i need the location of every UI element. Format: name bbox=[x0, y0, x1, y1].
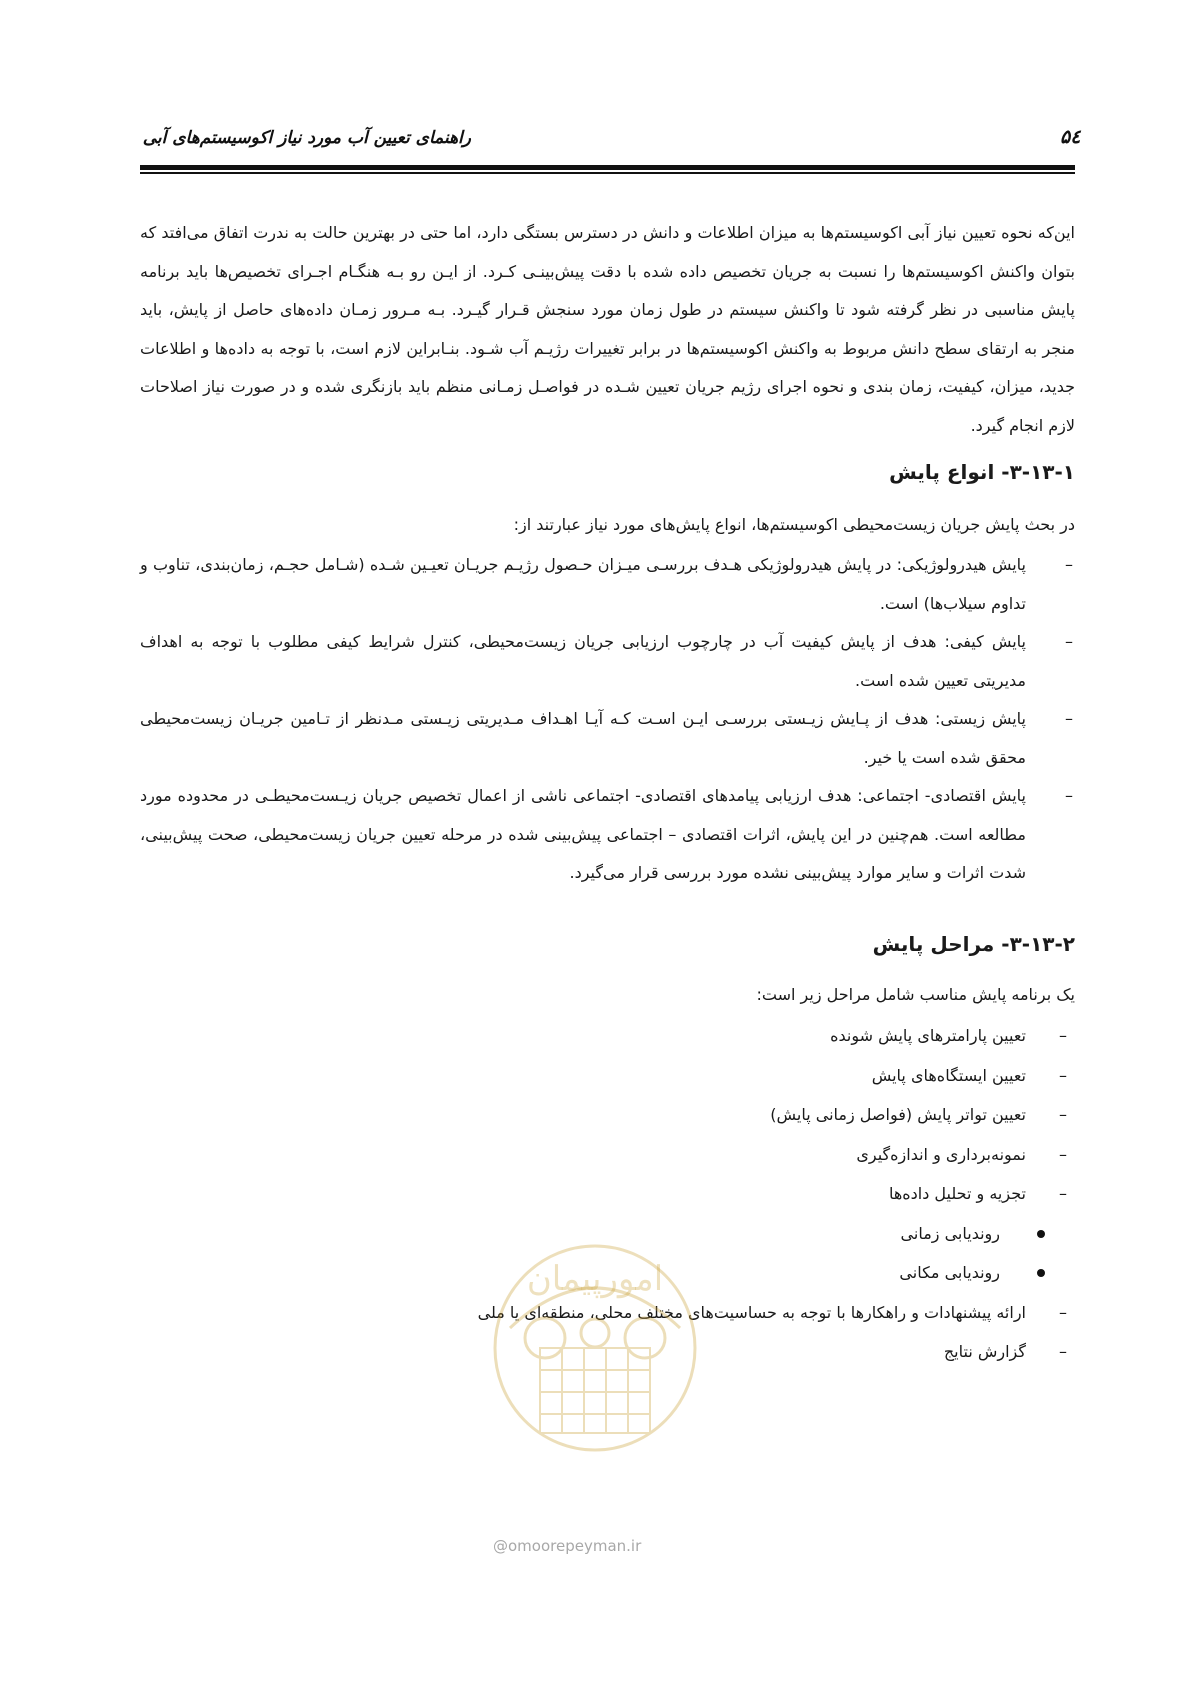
list-item: – پایش زیستی: هدف از پـایش زیـستی بررسـی ایـن اسـت کـه آیـا اهـداف مـدیریتی زیـستی مـدنظر از تـامین جریـان زیست‌محیطی محقق شده است یا خیر. bbox=[140, 700, 1075, 777]
watermark-brand-text: امورپیمان bbox=[526, 1259, 664, 1299]
page-number: ۵٤ bbox=[1060, 126, 1081, 148]
dash-bullet: – bbox=[1059, 1302, 1067, 1322]
section-heading-monitoring-types: ۳-۱۳-۱- انواع پایش bbox=[889, 460, 1075, 484]
list-item: – گزارش نتایج bbox=[175, 1332, 1075, 1372]
watermark-logo bbox=[470, 1228, 720, 1508]
dash-bullet: – bbox=[1059, 1342, 1067, 1361]
dash-bullet: – bbox=[1059, 1184, 1067, 1203]
watermark-url: @omoorepeyman.ir bbox=[493, 1537, 642, 1555]
section-intro-monitoring-steps: یک برنامه پایش مناسب شامل مراحل زیر است: bbox=[756, 985, 1075, 1004]
dash-bullet: – bbox=[1059, 1144, 1067, 1164]
sub-list-item: روندیابی مکانی bbox=[175, 1253, 1075, 1293]
list-item: – ارائه پیشنهادات و راهکارها با توجه به حساسیت‌های مختلف محلی، منطقه‌ای یا ملی bbox=[175, 1293, 1075, 1333]
sub-list-item: روندیابی زمانی bbox=[175, 1214, 1075, 1254]
running-header-title: راهنمای تعیین آب مورد نیاز اکوسیستم‌های آبی bbox=[142, 128, 471, 148]
dot-bullet bbox=[1037, 1230, 1045, 1238]
monitoring-types-list bbox=[140, 546, 1075, 893]
intro-paragraph: این‌که نحوه تعیین نیاز آبی اکوسیستم‌ها به میزان اطلاعات و دانش در دسترس بستگی دارد، اما حتی در بهترین حالت به ندرت اتفاق می‌افتد که بتوان واکنش اکوسیستم‌ها را نسبت به جریان تخصیص داده شده با دقت پیش‌بینـی کـرد. از ایـن رو بـه هنگـام اجـرای تخصیص‌ها باید برنامه پایش مناسبی در نظر گرفته شود تا واکنش سیستم در طول زمان مورد سنجش قـرار گیـرد. بـه مـرور زمـان داده‌های حاصل از پایش، باید منجر به ارتقای سطح دانش مربوط به واکنش اکوسیستم‌ها در برابر تغییرات رژیـم آب شـود. بنـابراین لازم است، با توجه به داده‌ها و اطلاعات جدید، میزان، کیفیت، زمان بندی و نحوه اجرای رژیم جریان تعیین شـده در فواصـل زمـانی منظم باید بازنگری شده و در صورت نیاز اصلاحات لازم انجام گیرد. bbox=[140, 223, 1075, 435]
dash-bullet: – bbox=[1065, 709, 1073, 728]
list-item: – تعیین پارامترهای پایش شونده bbox=[175, 1016, 1075, 1056]
list-item: – تعیین تواتر پایش (فواصل زمانی پایش) bbox=[175, 1095, 1075, 1135]
list-item: – پایش اقتصادی- اجتماعی: هدف ارزیابی پیامدهای اقتصادی- اجتماعی ناشی از اعمال تخصیص جریان زیـست‌محیطـی در محدوده مورد مطالعه است. هم‌چنین در این پایش، اثرات اقتصادی – اجتماعی پیش‌بینی شده در مرحله تعیین جریان زیست‌محیطی، صحت پیش‌بینی، شدت اثرات و سایر موارد پیش‌بینی نشده مورد بررسی قرار می‌گیرد. bbox=[140, 777, 1075, 893]
dash-bullet: – bbox=[1065, 555, 1073, 574]
list-item: – پایش کیفی: هدف از پایش کیفیت آب در چارچوب ارزیابی جریان زیست‌محیطی، کنترل شرایط کیفی مطلوب با توجه به اهداف مدیریتی تعیین شده است. bbox=[140, 623, 1075, 700]
section-intro-monitoring-types: در بحث پایش جریان زیست‌محیطی اکوسیستم‌ها، انواع پایش‌های مورد نیاز عبارتند از: bbox=[513, 515, 1075, 534]
dash-bullet: – bbox=[1065, 786, 1073, 805]
section-heading-monitoring-steps: ۳-۱۳-۲- مراحل پایش bbox=[872, 932, 1075, 956]
dot-bullet bbox=[1037, 1269, 1045, 1277]
list-item: – تعیین ایستگاه‌های پایش bbox=[175, 1056, 1075, 1096]
dash-bullet: – bbox=[1059, 1026, 1067, 1045]
list-item: – تجزیه و تحلیل داده‌ها bbox=[175, 1174, 1075, 1214]
dash-bullet: – bbox=[1059, 1065, 1067, 1085]
dash-bullet: – bbox=[1059, 1105, 1067, 1124]
dash-bullet: – bbox=[1065, 632, 1073, 651]
header-rule-thick bbox=[140, 165, 1075, 170]
header-rule-thin bbox=[140, 172, 1075, 174]
list-item: – پایش هیدرولوژیکی: در پایش هیدرولوژیکی هـدف بررسـی میـزان حـصول رژیـم جریـان تعیـین شـده (شـامل حجـم، زمان‌بندی، تناوب و تداوم سیلاب‌ها) است. bbox=[140, 546, 1075, 623]
list-item: – نمونه‌برداری و اندازه‌گیری bbox=[175, 1135, 1075, 1175]
